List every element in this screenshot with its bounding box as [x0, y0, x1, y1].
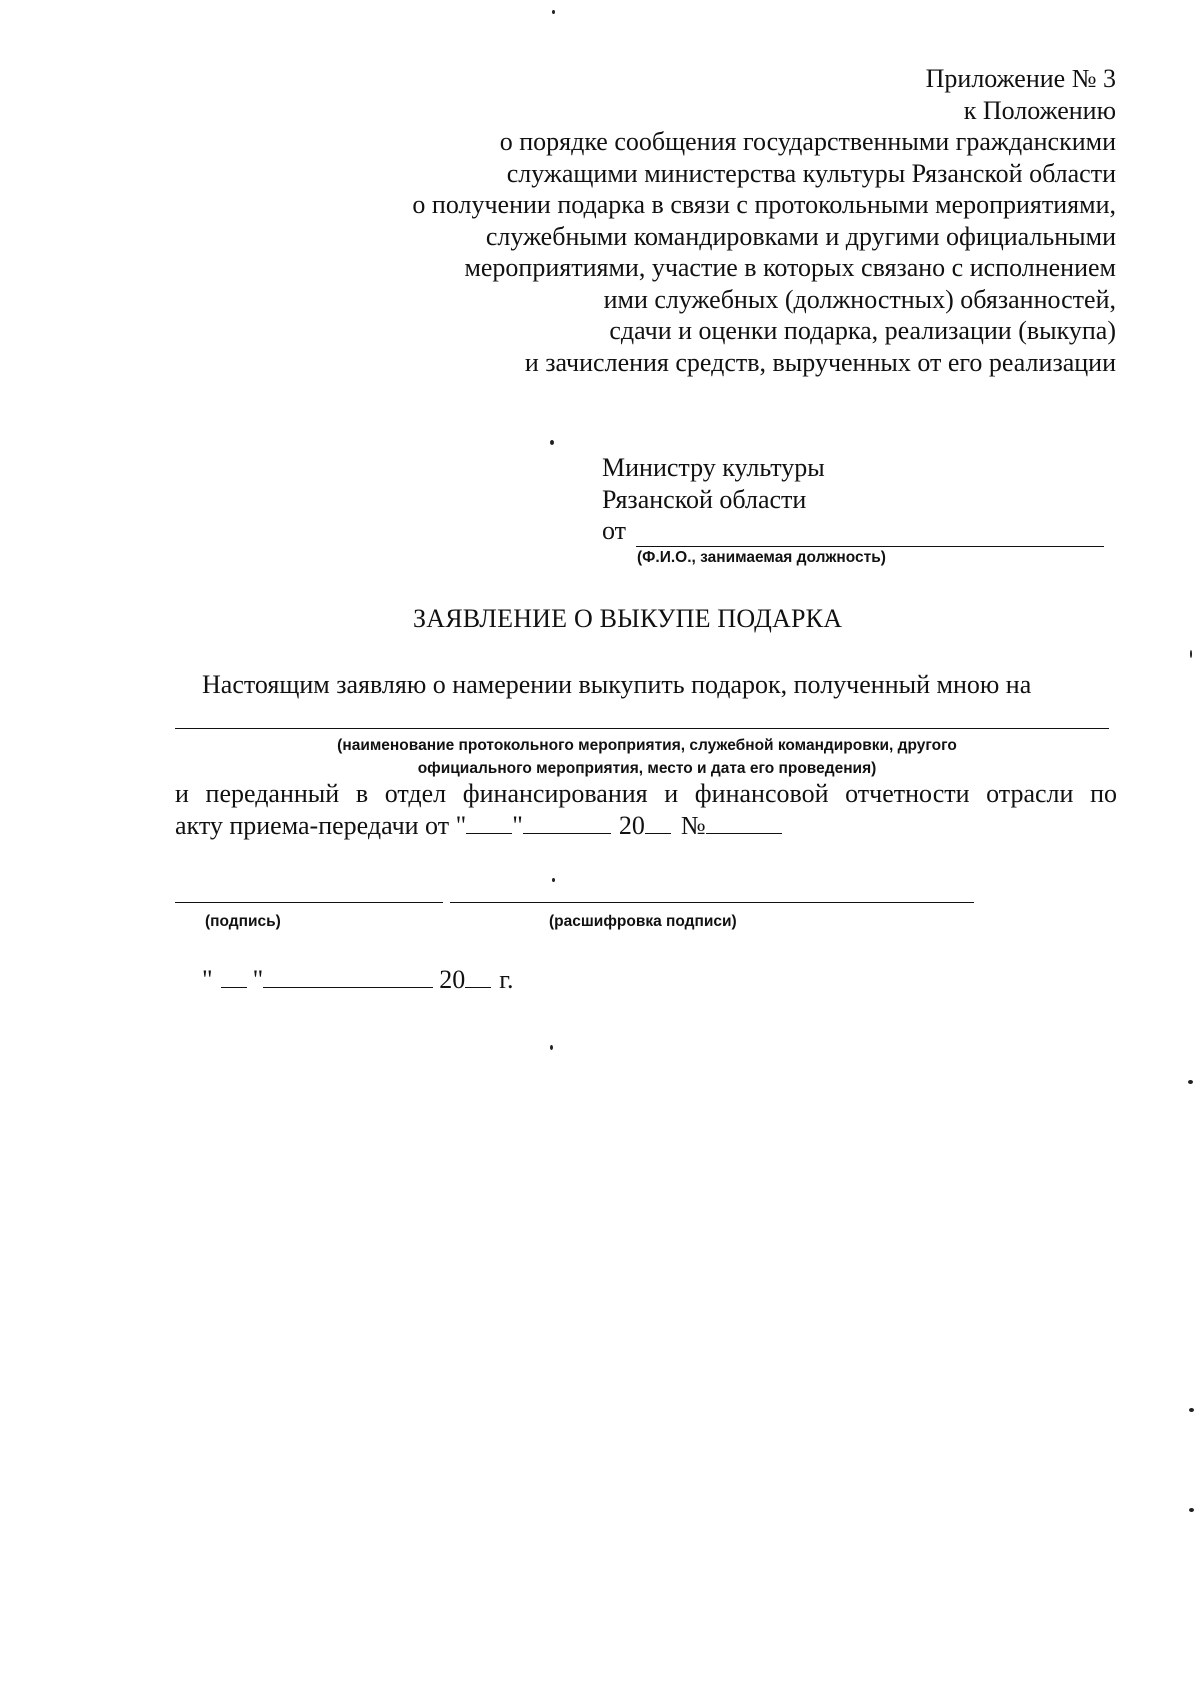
date-quote: " — [202, 965, 213, 994]
signature-decode-caption: (расшифровка подписи) — [549, 913, 737, 930]
appendix-line: о получении подарка в связи с протокольными мероприятиями, — [412, 190, 1116, 219]
appendix-line: о порядке сообщения государственными гражданскими — [499, 127, 1116, 156]
scan-speck — [1188, 1080, 1193, 1084]
appendix-line: к Положению — [963, 95, 1116, 125]
date-month-field[interactable] — [263, 965, 433, 988]
act-year-field[interactable] — [645, 811, 671, 834]
from-row — [602, 515, 1104, 547]
signature-decode-field[interactable] — [450, 902, 974, 903]
signature-caption: (подпись) — [205, 913, 281, 930]
scan-speck — [1189, 1508, 1194, 1512]
addressee-block — [602, 452, 1104, 547]
scan-speck — [550, 440, 554, 445]
act-day-field[interactable] — [466, 811, 512, 834]
scan-speck — [1189, 1408, 1194, 1412]
act-quote: " — [512, 811, 523, 840]
addressee-line: Министру культуры — [602, 453, 825, 482]
date-row — [202, 965, 513, 995]
act-number-field[interactable] — [706, 811, 782, 834]
event-field[interactable] — [175, 728, 1109, 729]
act-month-field[interactable] — [523, 811, 611, 834]
appendix-header — [296, 63, 1116, 378]
date-day-field[interactable] — [221, 965, 247, 988]
date-quote: " — [252, 965, 264, 994]
event-caption-line: официального мероприятия, место и дата его проведения) — [417, 760, 877, 777]
act-year-prefix: 20 — [618, 811, 645, 840]
from-caption: (Ф.И.О., занимаемая должность) — [637, 549, 886, 566]
appendix-line: мероприятиями, участие в которых связано с исполнением — [464, 253, 1116, 282]
transfer-line: и переданный в отдел финансирования и финансовой отчетности отрасли по — [175, 779, 1117, 808]
addressee-line: Рязанской области — [602, 484, 807, 514]
scan-speck — [550, 1045, 553, 1050]
date-year-field[interactable] — [465, 965, 491, 988]
transfer-paragraph — [175, 778, 1117, 842]
intro-text: Настоящим заявляю о намерении выкупить подарок, полученный мною на — [202, 670, 1032, 699]
scan-speck — [552, 10, 555, 14]
appendix-line: сдачи и оценки подарка, реализации (выкупа) — [609, 316, 1116, 345]
event-caption — [175, 734, 1119, 780]
act-label: акту приема-передачи от " — [175, 811, 467, 840]
act-row — [175, 810, 1117, 842]
form-title: ЗАЯВЛЕНИЕ О ВЫКУПЕ ПОДАРКА — [413, 604, 843, 633]
signature-field[interactable] — [175, 902, 443, 903]
appendix-line: и зачисления средств, вырученных от его реализации — [524, 347, 1116, 377]
act-number-sign: № — [680, 811, 706, 840]
appendix-number: Приложение № 3 — [925, 64, 1116, 93]
from-name-field[interactable] — [636, 520, 1104, 547]
appendix-line: ими служебных (должностных) обязанностей, — [603, 284, 1116, 314]
appendix-line: служащими министерства культуры Рязанской области — [506, 158, 1116, 188]
date-year-suffix: г. — [499, 965, 514, 994]
from-label: от — [602, 516, 627, 545]
appendix-line: служебными командировками и другими официальными — [485, 221, 1116, 251]
event-caption-line: (наименование протокольного мероприятия, служебной командировки, другого — [337, 737, 957, 754]
scan-speck — [552, 878, 555, 882]
date-year-prefix: 20 — [439, 965, 466, 994]
scan-speck — [1190, 650, 1192, 658]
